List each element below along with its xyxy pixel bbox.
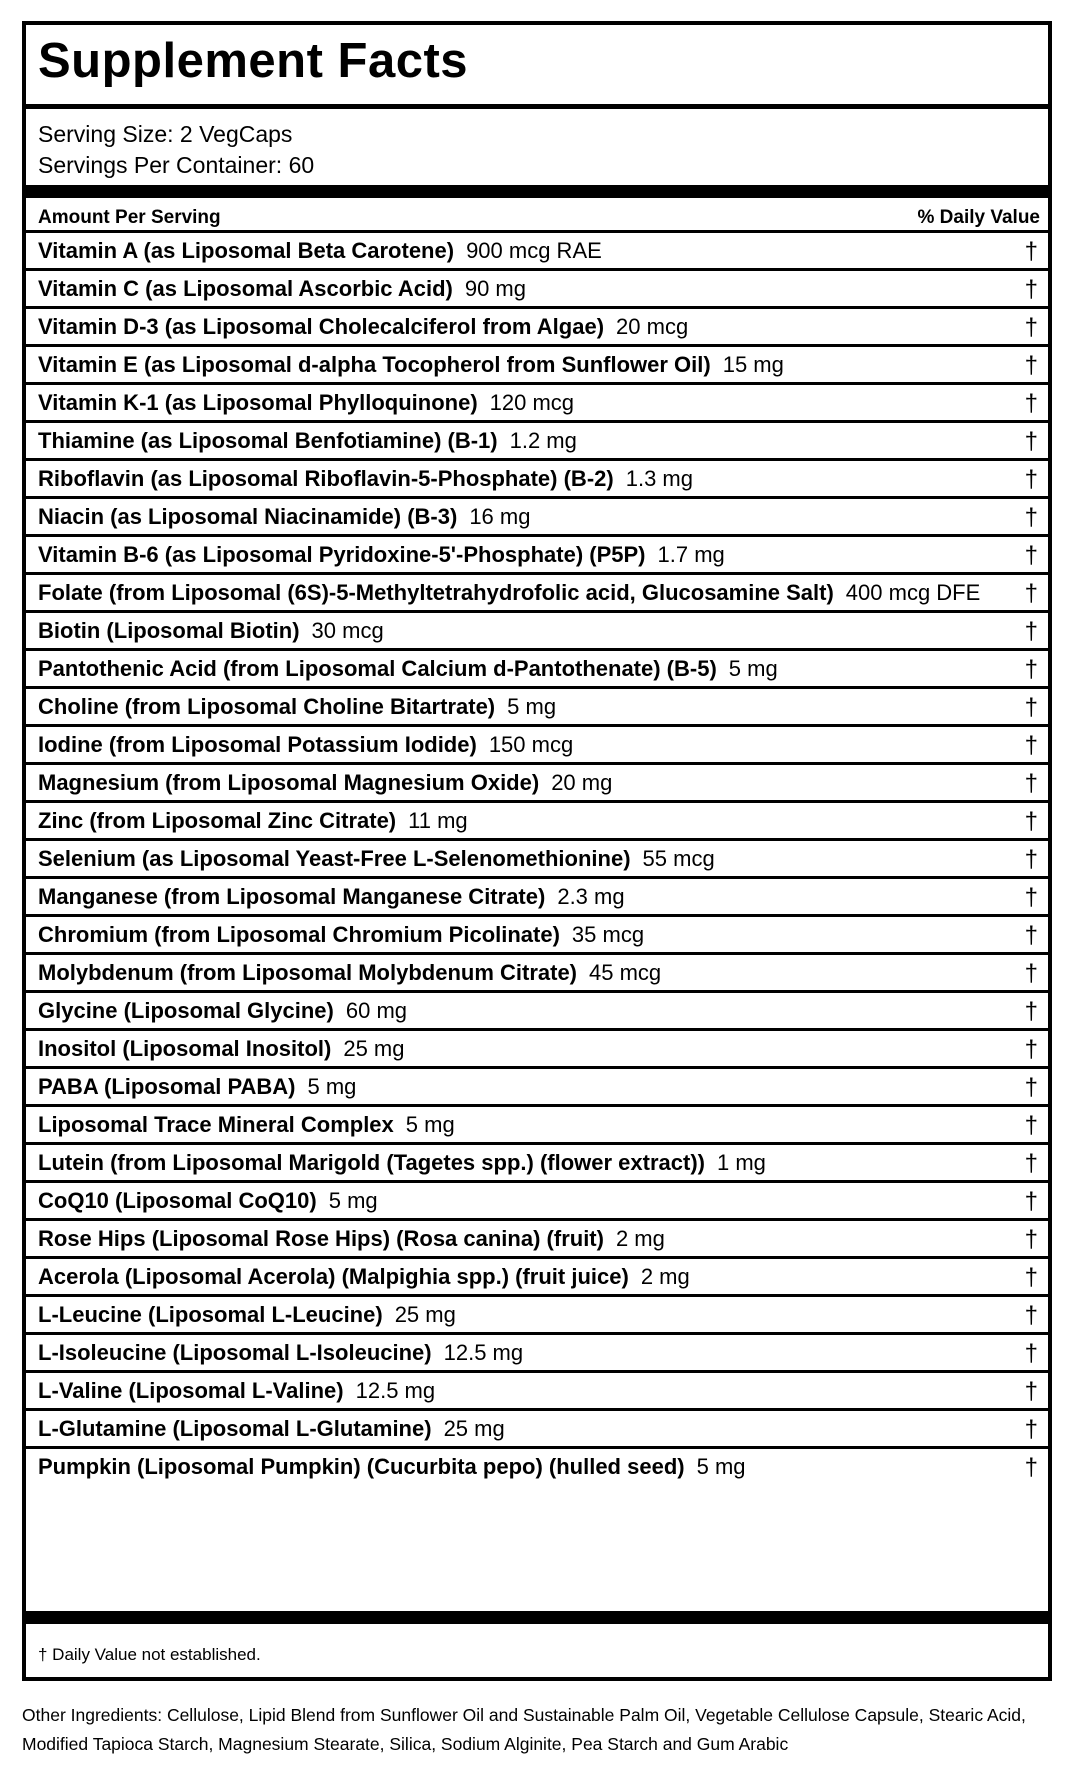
nutrient-row (26, 306, 1048, 344)
nutrient-row (26, 344, 1048, 382)
nutrient-label: L-Isoleucine (Liposomal L-Isoleucine) (38, 1340, 432, 1365)
nutrient-name (38, 803, 468, 838)
daily-value-dagger: † (1024, 808, 1038, 835)
nutrient-name (38, 917, 644, 952)
nutrient-name (38, 385, 574, 420)
nutrient-name (38, 841, 715, 876)
nutrient-amount: 5 mg (328, 1188, 378, 1213)
nutrient-amount: 5 mg (307, 1074, 357, 1099)
nutrient-label: Vitamin B-6 (as Liposomal Pyridoxine-5'-Phosphate) (P5P) (38, 542, 646, 567)
nutrient-amount: 35 mcg (571, 922, 645, 947)
nutrient-row (26, 876, 1048, 914)
nutrient-row (26, 1294, 1048, 1332)
nutrient-name (38, 651, 778, 686)
nutrient-name (38, 461, 693, 496)
nutrient-name (38, 1069, 356, 1104)
nutrient-amount: 1.7 mg (657, 542, 725, 567)
nutrient-row (26, 268, 1048, 306)
daily-value-dagger: † (1024, 1074, 1038, 1101)
nutrient-label: L-Valine (Liposomal L-Valine) (38, 1378, 344, 1403)
daily-value-dagger: † (1024, 1340, 1038, 1367)
thick-divider-bottom (26, 1611, 1048, 1624)
nutrient-row (26, 572, 1048, 610)
nutrient-label: Rose Hips (Liposomal Rose Hips) (Rosa canina) (fruit) (38, 1226, 604, 1251)
nutrient-label: Selenium (as Liposomal Yeast-Free L-Selenomethionine) (38, 846, 631, 871)
nutrient-label: Iodine (from Liposomal Potassium Iodide) (38, 732, 477, 757)
nutrient-amount: 12.5 mg (443, 1340, 524, 1365)
daily-value-dagger: † (1024, 998, 1038, 1025)
daily-value-dagger: † (1024, 352, 1038, 379)
nutrient-label: Choline (from Liposomal Choline Bitartrate) (38, 694, 496, 719)
nutrient-label: Magnesium (from Liposomal Magnesium Oxide) (38, 770, 540, 795)
daily-value-dagger: † (1024, 466, 1038, 493)
nutrient-name (38, 1335, 523, 1370)
nutrient-name (38, 993, 407, 1028)
nutrient-row (26, 1142, 1048, 1180)
nutrient-row (26, 838, 1048, 876)
daily-value-dagger: † (1024, 846, 1038, 873)
nutrient-amount: 45 mcg (589, 960, 662, 985)
daily-value-dagger: † (1024, 732, 1038, 759)
nutrient-name (38, 689, 556, 724)
nutrient-row (26, 724, 1048, 762)
nutrient-label: Vitamin C (as Liposomal Ascorbic Acid) (38, 276, 453, 301)
nutrient-name (38, 271, 526, 306)
daily-value-dagger: † (1024, 656, 1038, 683)
nutrient-label: Acerola (Liposomal Acerola) (Malpighia spp.) (fruit juice) (38, 1264, 629, 1289)
daily-value-dagger: † (1024, 1416, 1038, 1443)
nutrient-name (38, 1259, 690, 1294)
nutrient-label: PABA (Liposomal PABA) (38, 1074, 296, 1099)
daily-value-dagger: † (1024, 580, 1038, 607)
nutrient-name (38, 575, 980, 610)
nutrient-amount: 5 mg (507, 694, 557, 719)
daily-value-dagger: † (1024, 504, 1038, 531)
nutrient-name (38, 309, 688, 344)
daily-value-dagger: † (1024, 618, 1038, 645)
daily-value-dagger: † (1024, 1226, 1038, 1253)
daily-value-dagger: † (1024, 314, 1038, 341)
nutrient-amount: 60 mg (345, 998, 408, 1023)
nutrient-label: Pantothenic Acid (from Liposomal Calcium d-Pantothenate) (B-5) (38, 656, 717, 681)
nutrient-amount: 400 mcg DFE (845, 580, 981, 605)
nutrient-row (26, 610, 1048, 648)
daily-value-dagger: † (1024, 238, 1038, 265)
nutrient-row (26, 1332, 1048, 1370)
nutrient-amount: 5 mg (696, 1454, 746, 1479)
nutrient-name (38, 1183, 378, 1218)
nutrient-amount: 1 mg (716, 1150, 766, 1175)
nutrient-amount: 2 mg (640, 1264, 690, 1289)
daily-value-dagger: † (1024, 1036, 1038, 1063)
nutrient-label: Inositol (Liposomal Inositol) (38, 1036, 332, 1061)
nutrient-amount: 20 mcg (616, 314, 689, 339)
servings-per-container: Servings Per Container: 60 (38, 152, 315, 178)
nutrient-label: Vitamin K-1 (as Liposomal Phylloquinone) (38, 390, 478, 415)
nutrient-label: Vitamin A (as Liposomal Beta Carotene) (38, 238, 455, 263)
daily-value-dagger: † (1024, 542, 1038, 569)
daily-value-dagger: † (1024, 694, 1038, 721)
nutrient-amount: 25 mg (443, 1416, 505, 1441)
nutrient-row (26, 1104, 1048, 1142)
daily-value-dagger: † (1024, 884, 1038, 911)
nutrient-row (26, 1408, 1048, 1446)
nutrient-name (38, 537, 725, 572)
nutrient-row (26, 648, 1048, 686)
nutrient-label: L-Leucine (Liposomal L-Leucine) (38, 1302, 383, 1327)
daily-value-dagger: † (1024, 1188, 1038, 1215)
nutrient-amount: 25 mg (394, 1302, 456, 1327)
nutrient-label: Zinc (from Liposomal Zinc Citrate) (38, 808, 397, 833)
nutrient-amount: 90 mg (464, 276, 526, 301)
nutrient-row (26, 458, 1048, 496)
nutrient-row (26, 1370, 1048, 1408)
nutrient-name (38, 1221, 665, 1256)
nutrient-amount: 900 mcg RAE (466, 238, 602, 263)
nutrient-row (26, 990, 1048, 1028)
nutrient-name (38, 955, 661, 990)
nutrient-amount: 5 mg (405, 1112, 455, 1137)
nutrient-label: Molybdenum (from Liposomal Molybdenum Citrate) (38, 960, 578, 985)
nutrient-label: L-Glutamine (Liposomal L-Glutamine) (38, 1416, 432, 1441)
nutrient-amount: 30 mcg (311, 618, 384, 643)
nutrient-row (26, 1446, 1048, 1484)
nutrient-amount: 25 mg (343, 1036, 405, 1061)
daily-value-dagger: † (1024, 770, 1038, 797)
nutrient-row (26, 1256, 1048, 1294)
daily-value-dagger: † (1024, 922, 1038, 949)
nutrient-name (38, 423, 577, 458)
nutrient-name (38, 1145, 766, 1180)
serving-info (38, 119, 314, 181)
nutrient-row (26, 1218, 1048, 1256)
nutrient-name (38, 1411, 505, 1446)
nutrient-label: Vitamin E (as Liposomal d-alpha Tocopherol from Sunflower Oil) (38, 352, 711, 377)
nutrient-row (26, 230, 1048, 268)
nutrient-row (26, 534, 1048, 572)
nutrient-amount: 12.5 mg (355, 1378, 436, 1403)
nutrient-row (26, 382, 1048, 420)
thick-divider-top (26, 185, 1048, 198)
daily-value-dagger: † (1024, 1112, 1038, 1139)
nutrient-amount: 5 mg (728, 656, 778, 681)
nutrient-row (26, 686, 1048, 724)
nutrient-label: Biotin (Liposomal Biotin) (38, 618, 300, 643)
nutrient-row (26, 914, 1048, 952)
nutrient-label: Vitamin D-3 (as Liposomal Cholecalciferol from Algae) (38, 314, 605, 339)
nutrient-row (26, 496, 1048, 534)
nutrient-label: CoQ10 (Liposomal CoQ10) (38, 1188, 317, 1213)
daily-value-dagger: † (1024, 1454, 1038, 1481)
nutrient-row (26, 420, 1048, 458)
nutrient-name (38, 613, 384, 648)
daily-value-dagger: † (1024, 276, 1038, 303)
nutrient-label: Riboflavin (as Liposomal Riboflavin-5-Phosphate) (B-2) (38, 466, 614, 491)
nutrient-amount: 2.3 mg (557, 884, 625, 909)
nutrient-amount: 15 mg (722, 352, 784, 377)
panel-title: Supplement Facts (38, 34, 469, 88)
nutrient-row (26, 952, 1048, 990)
nutrient-row (26, 800, 1048, 838)
nutrient-amount: 1.3 mg (625, 466, 693, 491)
nutrient-name (38, 879, 625, 914)
nutrient-amount: 120 mcg (489, 390, 575, 415)
nutrient-name (38, 1373, 435, 1408)
nutrient-amount: 11 mg (408, 808, 468, 833)
nutrient-row (26, 762, 1048, 800)
nutrient-name (38, 765, 612, 800)
serving-size: Serving Size: 2 VegCaps (38, 121, 293, 147)
nutrient-name (38, 1449, 746, 1484)
nutrient-name (38, 233, 602, 268)
nutrient-label: Manganese (from Liposomal Manganese Citrate) (38, 884, 546, 909)
nutrient-name (38, 1107, 455, 1142)
daily-value-dagger: † (1024, 1150, 1038, 1177)
daily-value-dagger: † (1024, 428, 1038, 455)
daily-value-dagger: † (1024, 1264, 1038, 1291)
nutrient-name (38, 347, 784, 382)
nutrient-row (26, 1066, 1048, 1104)
daily-value-dagger: † (1024, 1302, 1038, 1329)
nutrient-row (26, 1180, 1048, 1218)
nutrient-amount: 2 mg (615, 1226, 665, 1251)
daily-value-dagger: † (1024, 390, 1038, 417)
nutrient-name (38, 1031, 404, 1066)
other-ingredients: Other Ingredients: Cellulose, Lipid Blend from Sunflower Oil and Sustainable Palm Oil, Vegetable Cellulose Capsule, Stearic Acid, Modified Tapioca Starch, Magnesium Stearate, Silica, Sodium Alginite, Pea Starch and Gum Arabic (22, 1705, 1026, 1754)
nutrient-name (38, 727, 573, 762)
supplement-facts-panel (22, 21, 1052, 1681)
nutrient-label: Liposomal Trace Mineral Complex (38, 1112, 394, 1137)
nutrient-amount: 1.2 mg (509, 428, 577, 453)
daily-value-header: % Daily Value (917, 207, 1040, 228)
nutrient-name (38, 499, 530, 534)
nutrient-label: Thiamine (as Liposomal Benfotiamine) (B-1) (38, 428, 498, 453)
nutrient-amount: 150 mcg (488, 732, 574, 757)
nutrient-label: Lutein (from Liposomal Marigold (Tagetes spp.) (flower extract)) (38, 1150, 705, 1175)
nutrient-list (26, 230, 1048, 1484)
nutrient-label: Chromium (from Liposomal Chromium Picolinate) (38, 922, 560, 947)
nutrient-row (26, 1028, 1048, 1066)
nutrient-label: Niacin (as Liposomal Niacinamide) (B-3) (38, 504, 458, 529)
nutrient-amount: 55 mcg (642, 846, 715, 871)
nutrient-amount: 20 mg (551, 770, 613, 795)
nutrient-amount: 16 mg (469, 504, 531, 529)
nutrient-label: Glycine (Liposomal Glycine) (38, 998, 334, 1023)
amount-per-serving-header: Amount Per Serving (38, 207, 221, 228)
nutrient-label: Pumpkin (Liposomal Pumpkin) (Cucurbita pepo) (hulled seed) (38, 1454, 685, 1479)
daily-value-footnote: † Daily Value not established. (38, 1645, 261, 1664)
daily-value-dagger: † (1024, 1378, 1038, 1405)
title-divider (26, 104, 1048, 109)
nutrient-label: Folate (from Liposomal (6S)-5-Methyltetrahydrofolic acid, Glucosamine Salt) (38, 580, 834, 605)
daily-value-dagger: † (1024, 960, 1038, 987)
nutrient-name (38, 1297, 456, 1332)
